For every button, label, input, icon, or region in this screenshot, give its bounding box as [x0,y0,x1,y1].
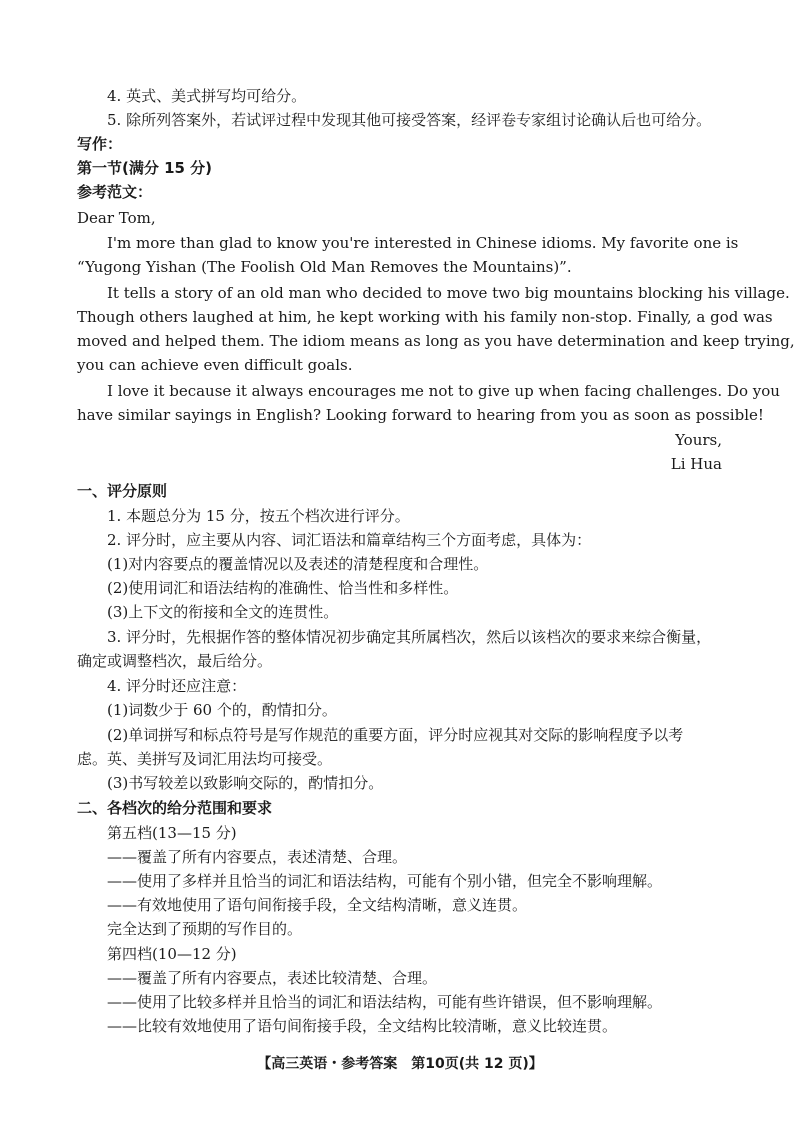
principle-2-2: (2)使用词汇和语法结构的准确性、恰当性和多样性。 [107,579,459,597]
principle-2: 2. 评分时，应主要从内容、词汇语法和篇章结构三个方面考虑，具体为： [107,531,592,549]
letter-p3-line1: I love it because it always encourages me not to give up when facing challenges. Do you [107,382,780,400]
level-four-req-2: ——使用了比较多样并且恰当的词汇和语法结构，可能有些许错误，但不影响理解。 [107,993,663,1011]
letter-p2-line2: Though others laughed at him, he kept working with his family non-stop. Finally, a god was [77,308,773,326]
principle-3-line1: 3. 评分时，先根据作答的整体情况初步确定其所属档次，然后以该档次的要求来综合衡量， [107,628,712,646]
letter-signature: Li Hua [670,455,722,473]
sample-label: 参考范文： [77,183,153,201]
level-four-req-1: ——覆盖了所有内容要点，表述比较清楚、合理。 [107,969,438,987]
letter-closing: Yours, [675,431,722,449]
level-five-title: 第五档(13—15 分) [107,824,237,842]
principle-1: 1. 本题总分为 15 分，按五个档次进行评分。 [107,507,410,525]
levels-heading: 二、各档次的给分范围和要求 [77,799,273,817]
note-5: 5. 除所列答案外，若试评过程中发现其他可接受答案，经评卷专家组讨论确认后也可给分。 [107,111,712,129]
principles-heading: 一、评分原则 [77,482,168,500]
principle-4-2-line1: (2)单词拼写和标点符号是写作规范的重要方面，评分时应视其对交际的影响程度予以考 [107,726,684,744]
principle-3-line2: 确定或调整档次，最后给分。 [77,652,273,670]
note-4: 4. 英式、美式拼写均可给分。 [107,87,307,105]
letter-p2-line3: moved and helped them. The idiom means as long as you have determination and keep trying, [77,332,795,350]
principle-2-3: (3)上下文的衔接和全文的连贯性。 [107,603,339,621]
writing-heading: 写作： [77,135,123,153]
section1-heading: 第一节(满分 15 分) [77,159,213,177]
principle-4-2-line2: 虑。英、美拼写及词汇用法均可接受。 [77,750,333,768]
letter-salutation: Dear Tom, [77,209,156,227]
level-four-req-3: ——比较有效地使用了语句间衔接手段，全文结构比较清晰，意义比较连贯。 [107,1017,618,1035]
level-five-req-1: ——覆盖了所有内容要点，表述清楚、合理。 [107,848,408,866]
letter-p1-line1: I'm more than glad to know you're interested in Chinese idioms. My favorite one is [107,234,739,252]
page-footer: 【高三英语・参考答案 第10页(共 12 页)】 [257,1056,543,1072]
level-five-req-4: 完全达到了预期的写作目的。 [107,920,303,938]
level-four-title: 第四档(10—12 分) [107,945,237,963]
letter-p2-line1: It tells a story of an old man who decided to move two big mountains blocking his village. [107,284,790,302]
principle-4-3: (3)书写较差以致影响交际的，酌情扣分。 [107,774,384,792]
principle-2-1: (1)对内容要点的覆盖情况以及表述的清楚程度和合理性。 [107,555,489,573]
letter-p1-line2: “Yugong Yishan (The Foolish Old Man Removes the Mountains)”. [77,258,572,276]
principle-4: 4. 评分时还应注意： [107,677,247,695]
letter-p3-line2: have similar sayings in English? Looking forward to hearing from you as soon as possible! [77,406,764,424]
level-five-req-2: ——使用了多样并且恰当的词汇和语法结构，可能有个别小错，但完全不影响理解。 [107,872,663,890]
letter-p2-line4: you can achieve even difficult goals. [77,356,353,374]
principle-4-1: (1)词数少于 60 个的，酌情扣分。 [107,701,337,719]
level-five-req-3: ——有效地使用了语句间衔接手段，全文结构清晰，意义连贯。 [107,896,528,914]
